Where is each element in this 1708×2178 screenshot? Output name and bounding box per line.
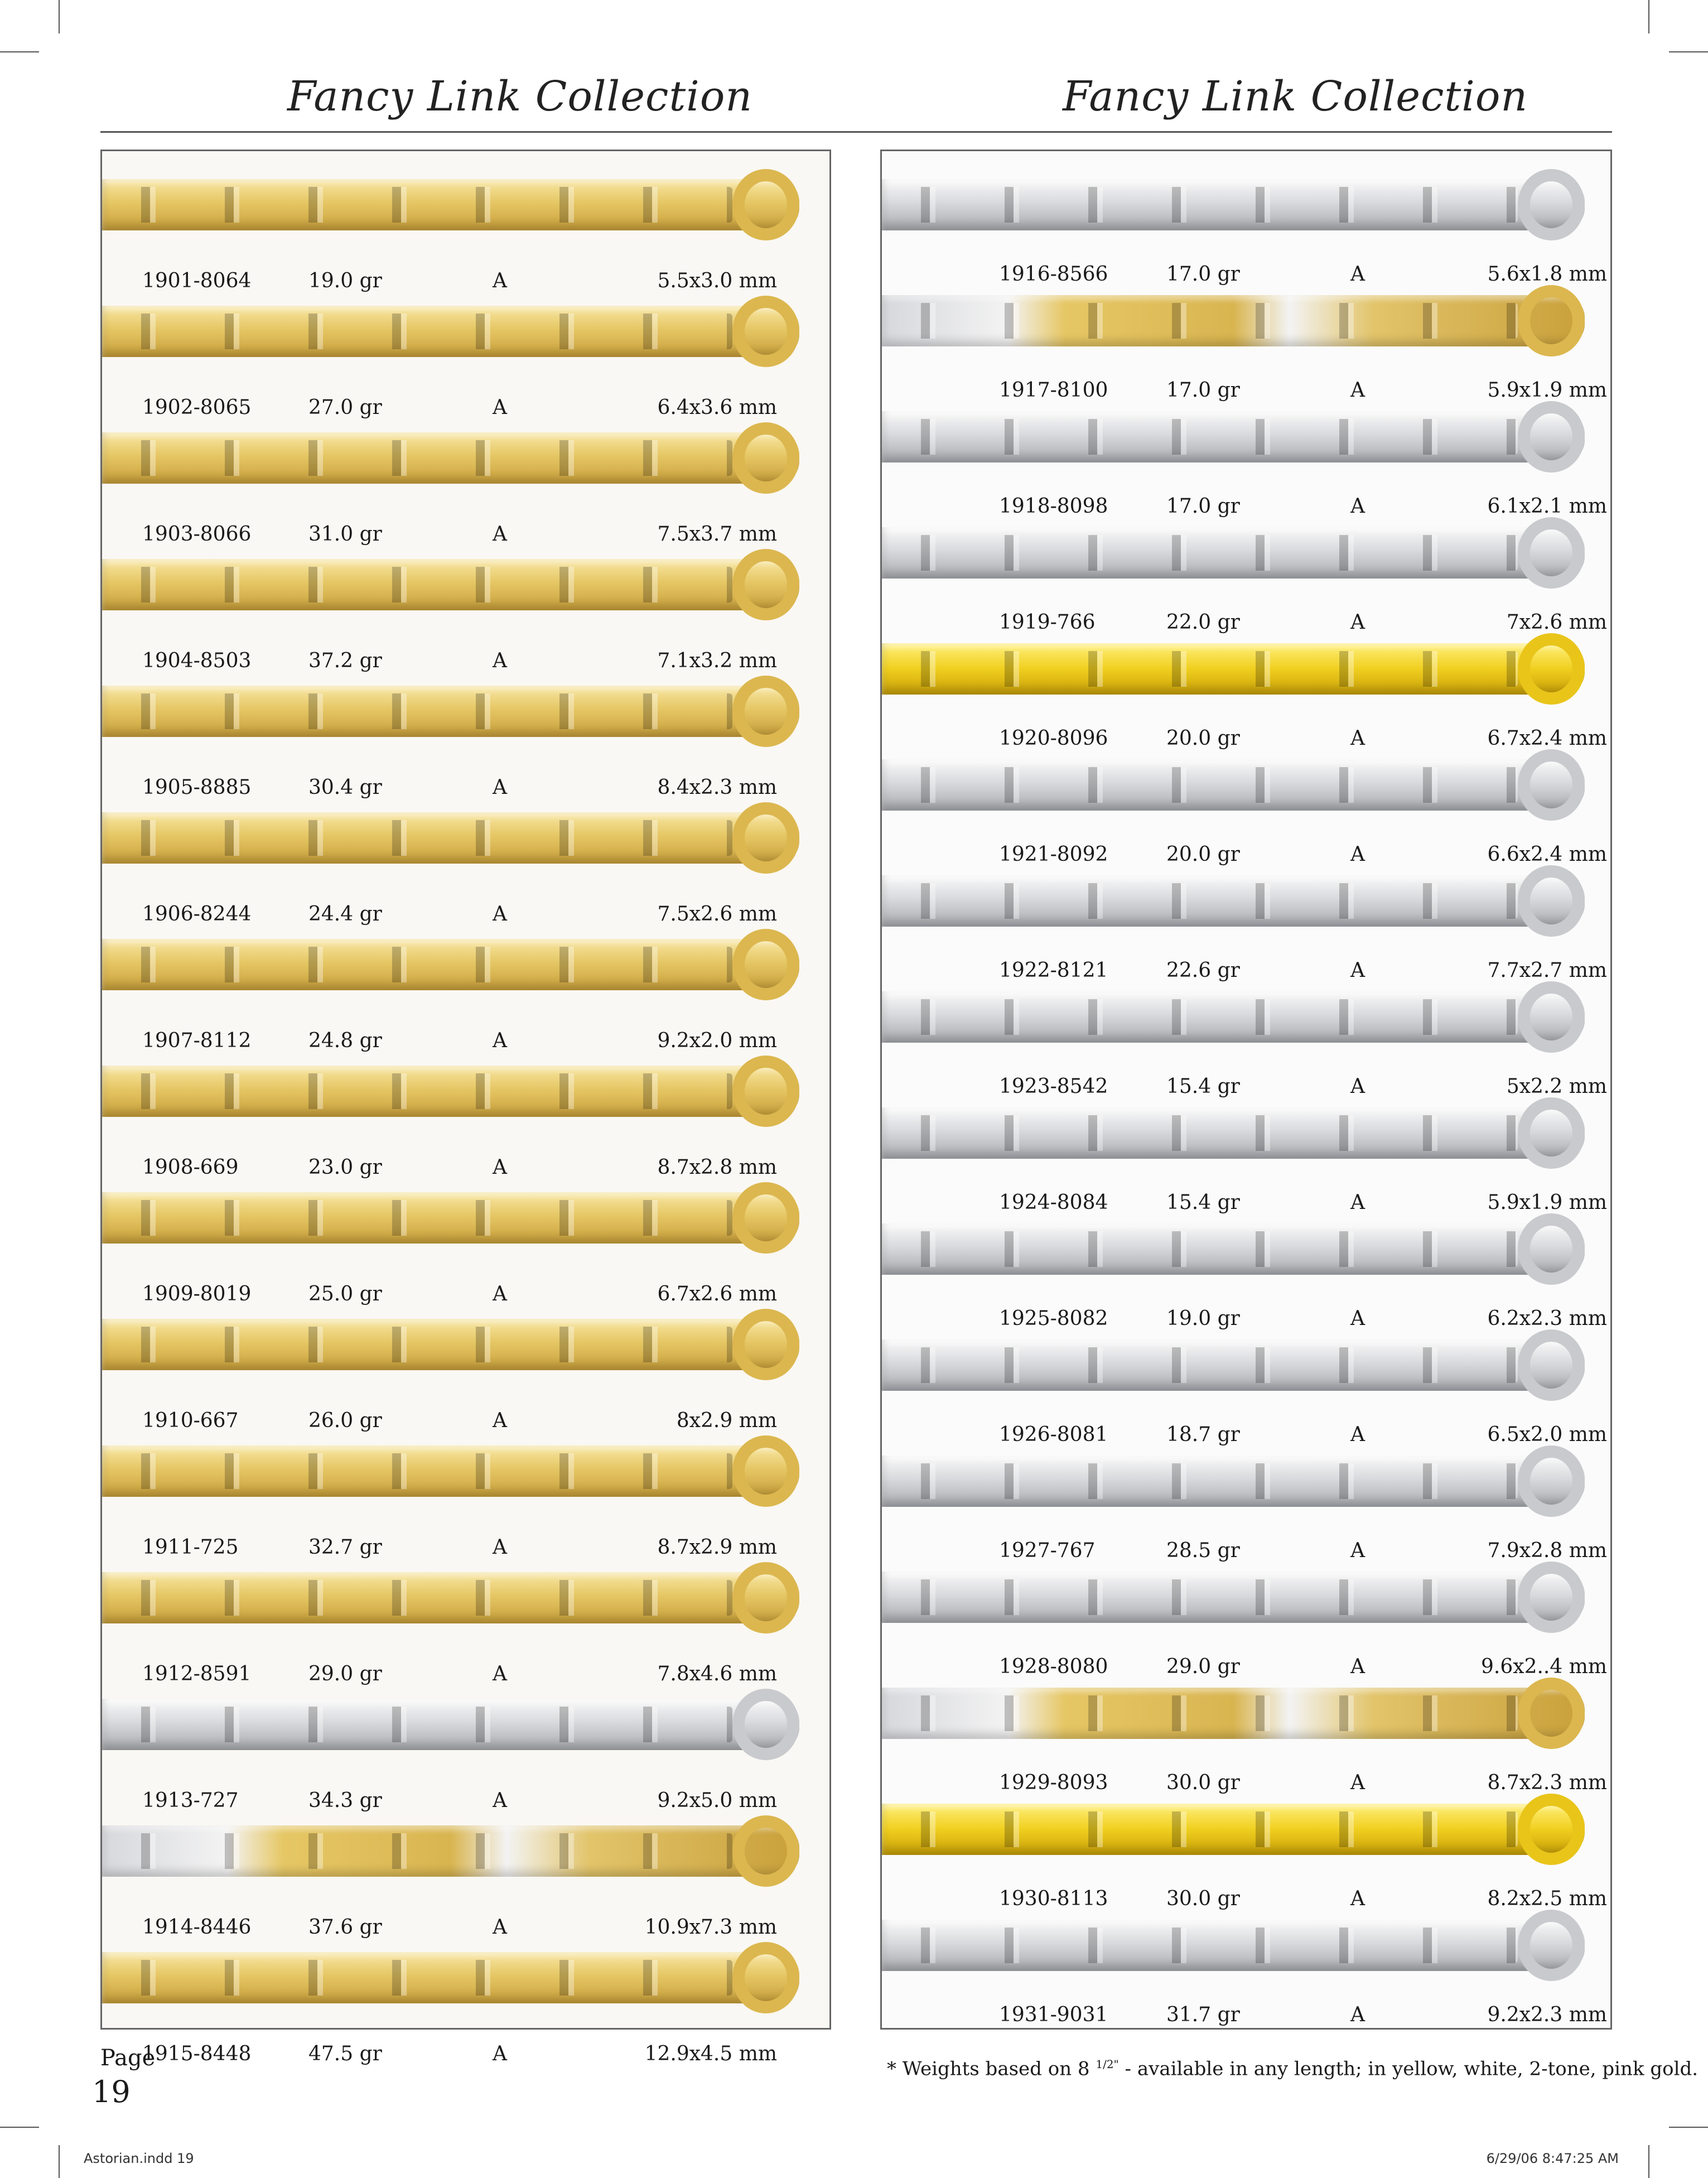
bracelet-links	[882, 1695, 1518, 1731]
page-title-left: Fancy Link Collection	[287, 73, 753, 121]
bracelet-links	[102, 187, 732, 223]
item-weight: 19.0 gr	[1166, 1307, 1240, 1330]
bracelet-image	[882, 1804, 1585, 1855]
item-size: 6.7x2.4 mm	[1487, 727, 1607, 750]
item-code: 1923-8542	[999, 1075, 1108, 1098]
item-size: 9.2x5.0 mm	[657, 1789, 777, 1812]
lobster-clasp-icon	[1518, 1097, 1585, 1169]
lobster-clasp-icon	[732, 169, 799, 240]
lobster-clasp-icon	[1518, 633, 1585, 705]
bracelet-links	[102, 1960, 732, 1996]
item-size: 6.5x2.0 mm	[1487, 1423, 1607, 1446]
lobster-clasp-icon	[1518, 1562, 1585, 1633]
item-size: 10.9x7.3 mm	[644, 1916, 777, 1939]
item-size: 12.9x4.5 mm	[644, 2042, 777, 2065]
bracelet-links	[882, 1347, 1518, 1383]
item-weight: 17.0 gr	[1166, 379, 1240, 402]
item-size: 7.1x3.2 mm	[657, 649, 777, 672]
item-grade: A	[493, 523, 507, 546]
bracelet-image	[102, 559, 799, 610]
bracelet-image	[102, 686, 799, 737]
bracelet-image	[882, 759, 1585, 811]
bracelet-image	[102, 179, 799, 230]
item-size: 7.8x4.6 mm	[657, 1663, 777, 1685]
catalog-panel-right	[880, 150, 1612, 2030]
item-code: 1931-9031	[999, 2003, 1108, 2026]
bracelet-image	[102, 1825, 799, 1877]
crop-mark	[0, 51, 39, 52]
bracelet-image	[102, 1066, 799, 1117]
bracelet-links	[882, 1115, 1518, 1151]
bracelet-links	[882, 1811, 1518, 1847]
item-code: 1909-8019	[142, 1283, 252, 1305]
item-weight: 31.7 gr	[1166, 2003, 1240, 2026]
page-number: 19	[92, 2074, 131, 2109]
item-size: 8.7x2.3 mm	[1487, 1771, 1607, 1794]
bracelet-image	[102, 306, 799, 357]
item-grade: A	[1350, 1423, 1365, 1446]
item-code: 1902-8065	[142, 396, 252, 419]
bracelet-image	[882, 1107, 1585, 1159]
item-code: 1926-8081	[999, 1423, 1108, 1446]
item-weight: 28.5 gr	[1166, 1539, 1240, 1562]
item-size: 5x2.2 mm	[1506, 1075, 1607, 1098]
item-weight: 24.4 gr	[308, 903, 382, 926]
lobster-clasp-icon	[1518, 865, 1585, 937]
lobster-clasp-icon	[732, 1815, 799, 1887]
item-grade: A	[1350, 611, 1365, 634]
item-size: 9.2x2.0 mm	[657, 1029, 777, 1052]
item-code: 1921-8092	[999, 843, 1108, 866]
item-size: 8.7x2.8 mm	[657, 1156, 777, 1179]
lobster-clasp-icon	[1518, 401, 1585, 473]
item-grade: A	[1350, 1771, 1365, 1794]
bracelet-image	[882, 527, 1585, 579]
bracelet-image	[882, 1223, 1585, 1275]
item-weight: 15.4 gr	[1166, 1075, 1240, 1098]
item-weight: 30.0 gr	[1166, 1887, 1240, 1910]
item-size: 9.2x2.3 mm	[1487, 2003, 1607, 2026]
bracelet-links	[102, 1200, 732, 1236]
lobster-clasp-icon	[732, 1056, 799, 1127]
item-size: 8.7x2.9 mm	[657, 1536, 777, 1559]
item-size: 5.6x1.8 mm	[1487, 263, 1607, 286]
item-grade: A	[1350, 727, 1365, 750]
item-weight: 34.3 gr	[308, 1789, 382, 1812]
item-code: 1912-8591	[142, 1663, 252, 1685]
item-code: 1929-8093	[999, 1771, 1108, 1794]
item-size: 8.4x2.3 mm	[657, 776, 777, 799]
bracelet-links	[102, 1453, 732, 1489]
item-size: 7x2.6 mm	[1506, 611, 1607, 634]
lobster-clasp-icon	[732, 1435, 799, 1507]
item-code: 1919-766	[999, 611, 1096, 634]
bracelet-links	[882, 1579, 1518, 1615]
lobster-clasp-icon	[1518, 1678, 1585, 1749]
item-weight: 22.0 gr	[1166, 611, 1240, 634]
item-code: 1917-8100	[999, 379, 1108, 402]
bracelet-image	[102, 939, 799, 990]
bracelet-image	[102, 1445, 799, 1497]
item-weight: 37.6 gr	[308, 1916, 382, 1939]
lobster-clasp-icon	[732, 676, 799, 747]
item-code: 1920-8096	[999, 727, 1108, 750]
bracelet-image	[102, 1699, 799, 1750]
item-grade: A	[1350, 1539, 1365, 1562]
footnote	[887, 2057, 1698, 2080]
bracelet-links	[882, 535, 1518, 571]
item-weight: 29.0 gr	[308, 1663, 382, 1685]
item-grade: A	[1350, 2003, 1365, 2026]
lobster-clasp-icon	[732, 296, 799, 367]
item-grade: A	[1350, 1655, 1365, 1678]
item-code: 1924-8084	[999, 1191, 1108, 1214]
bracelet-image	[882, 411, 1585, 462]
bracelet-links	[882, 883, 1518, 919]
lobster-clasp-icon	[732, 929, 799, 1000]
crop-mark	[1648, 2145, 1649, 2178]
bracelet-links	[882, 999, 1518, 1035]
bracelet-links	[882, 187, 1518, 223]
item-code: 1914-8446	[142, 1916, 252, 1939]
bracelet-image	[102, 1572, 799, 1623]
item-grade: A	[1350, 843, 1365, 866]
item-grade: A	[493, 1409, 507, 1432]
item-grade: A	[1350, 379, 1365, 402]
lobster-clasp-icon	[1518, 1910, 1585, 1981]
item-code: 1911-725	[142, 1536, 239, 1559]
bracelet-image	[102, 432, 799, 484]
bracelet-links	[102, 947, 732, 982]
item-code: 1916-8566	[999, 263, 1108, 286]
item-weight: 17.0 gr	[1166, 495, 1240, 518]
crop-mark	[59, 0, 60, 33]
item-weight: 30.4 gr	[308, 776, 382, 799]
bracelet-links	[882, 767, 1518, 803]
item-weight: 27.0 gr	[308, 396, 382, 419]
item-weight: 19.0 gr	[308, 269, 382, 292]
lobster-clasp-icon	[1518, 169, 1585, 240]
item-grade: A	[493, 396, 507, 419]
title-rule	[100, 131, 1612, 133]
item-grade: A	[493, 269, 507, 292]
item-size: 8.2x2.5 mm	[1487, 1887, 1607, 1910]
bracelet-links	[102, 820, 732, 856]
item-size: 6.4x3.6 mm	[657, 396, 777, 419]
item-code: 1927-767	[999, 1539, 1096, 1562]
item-weight: 18.7 gr	[1166, 1423, 1240, 1446]
bracelet-image	[882, 1688, 1585, 1739]
item-size: 7.9x2.8 mm	[1487, 1539, 1607, 1562]
bracelet-image	[882, 1572, 1585, 1623]
crop-mark	[0, 2127, 39, 2128]
item-grade: A	[493, 1156, 507, 1179]
lobster-clasp-icon	[732, 549, 799, 620]
item-size: 5.5x3.0 mm	[657, 269, 777, 292]
bracelet-image	[102, 812, 799, 864]
item-size: 6.7x2.6 mm	[657, 1283, 777, 1305]
lobster-clasp-icon	[1518, 285, 1585, 356]
item-grade: A	[493, 1536, 507, 1559]
lobster-clasp-icon	[1518, 1329, 1585, 1401]
print-slug-file: Astorian.indd 19	[84, 2151, 194, 2166]
item-grade: A	[493, 1029, 507, 1052]
crop-mark	[59, 2145, 60, 2178]
item-code: 1908-669	[142, 1156, 239, 1179]
item-code: 1901-8064	[142, 269, 252, 292]
item-grade: A	[1350, 263, 1365, 286]
item-grade: A	[493, 2042, 507, 2065]
item-weight: 22.6 gr	[1166, 959, 1240, 982]
crop-mark	[1669, 2127, 1708, 2128]
item-size: 5.9x1.9 mm	[1487, 379, 1607, 402]
item-code: 1925-8082	[999, 1307, 1108, 1330]
item-weight: 20.0 gr	[1166, 843, 1240, 866]
item-weight: 17.0 gr	[1166, 263, 1240, 286]
item-weight: 20.0 gr	[1166, 727, 1240, 750]
item-size: 7.5x2.6 mm	[657, 903, 777, 926]
bracelet-links	[102, 567, 732, 603]
lobster-clasp-icon	[732, 1562, 799, 1634]
item-weight: 15.4 gr	[1166, 1191, 1240, 1214]
item-grade: A	[1350, 959, 1365, 982]
bracelet-links	[102, 1073, 732, 1109]
item-grade: A	[493, 1283, 507, 1305]
bracelet-image	[102, 1952, 799, 2003]
item-grade: A	[1350, 1191, 1365, 1214]
item-grade: A	[1350, 1887, 1365, 1910]
lobster-clasp-icon	[732, 1309, 799, 1380]
bracelet-links	[882, 1231, 1518, 1267]
footnote-suffix: - available in any length; in yellow, white, 2-tone, pink gold.	[1118, 2057, 1699, 2080]
item-weight: 32.7 gr	[308, 1536, 382, 1559]
item-weight: 29.0 gr	[1166, 1655, 1240, 1678]
item-grade: A	[1350, 1075, 1365, 1098]
bracelet-image	[882, 295, 1585, 346]
bracelet-links	[102, 1327, 732, 1362]
item-size: 7.5x3.7 mm	[657, 523, 777, 546]
bracelet-links	[882, 651, 1518, 687]
item-grade: A	[493, 903, 507, 926]
bracelet-links	[882, 303, 1518, 339]
item-weight: 47.5 gr	[308, 2042, 382, 2065]
print-slug-date: 6/29/06 8:47:25 AM	[1486, 2151, 1619, 2166]
item-code: 1915-8448	[142, 2042, 252, 2065]
item-size: 5.9x1.9 mm	[1487, 1191, 1607, 1214]
page-label: Page	[100, 2045, 156, 2071]
lobster-clasp-icon	[1518, 981, 1585, 1053]
item-code: 1930-8113	[999, 1887, 1108, 1910]
item-grade: A	[493, 1916, 507, 1939]
item-grade: A	[1350, 495, 1365, 518]
item-code: 1907-8112	[142, 1029, 252, 1052]
lobster-clasp-icon	[732, 1689, 799, 1760]
crop-mark	[1669, 51, 1708, 52]
bracelet-image	[882, 643, 1585, 695]
item-code: 1904-8503	[142, 649, 252, 672]
bracelet-links	[102, 1707, 732, 1742]
item-code: 1928-8080	[999, 1655, 1108, 1678]
item-code: 1922-8121	[999, 959, 1108, 982]
item-grade: A	[493, 776, 507, 799]
lobster-clasp-icon	[1518, 1794, 1585, 1865]
lobster-clasp-icon	[732, 1942, 799, 2013]
item-weight: 23.0 gr	[308, 1156, 382, 1179]
bracelet-image	[882, 1456, 1585, 1507]
page-title-right: Fancy Link Collection	[1063, 73, 1528, 121]
item-code: 1903-8066	[142, 523, 252, 546]
bracelet-links	[882, 1463, 1518, 1499]
bracelet-links	[102, 693, 732, 729]
lobster-clasp-icon	[1518, 1213, 1585, 1285]
bracelet-links	[102, 440, 732, 476]
footnote-fraction: 1/2"	[1096, 2057, 1119, 2071]
item-size: 7.7x2.7 mm	[1487, 959, 1607, 982]
bracelet-image	[882, 875, 1585, 927]
item-grade: A	[493, 1789, 507, 1812]
item-weight: 31.0 gr	[308, 523, 382, 546]
bracelet-image	[882, 179, 1585, 230]
lobster-clasp-icon	[1518, 749, 1585, 821]
bracelet-links	[882, 1928, 1518, 1963]
crop-mark	[1648, 0, 1649, 33]
item-grade: A	[493, 649, 507, 672]
item-code: 1910-667	[142, 1409, 239, 1432]
lobster-clasp-icon	[732, 1182, 799, 1254]
item-code: 1913-727	[142, 1789, 239, 1812]
item-size: 6.2x2.3 mm	[1487, 1307, 1607, 1330]
item-size: 6.6x2.4 mm	[1487, 843, 1607, 866]
bracelet-links	[102, 314, 732, 349]
item-code: 1918-8098	[999, 495, 1108, 518]
bracelet-image	[882, 991, 1585, 1043]
item-size: 9.6x2..4 mm	[1481, 1655, 1607, 1678]
item-code: 1905-8885	[142, 776, 252, 799]
bracelet-links	[882, 419, 1518, 455]
bracelet-image	[102, 1192, 799, 1244]
item-code: 1906-8244	[142, 903, 252, 926]
bracelet-image	[882, 1339, 1585, 1391]
lobster-clasp-icon	[1518, 1445, 1585, 1517]
item-weight: 37.2 gr	[308, 649, 382, 672]
lobster-clasp-icon	[732, 422, 799, 494]
lobster-clasp-icon	[1518, 517, 1585, 589]
item-weight: 24.8 gr	[308, 1029, 382, 1052]
item-weight: 30.0 gr	[1166, 1771, 1240, 1794]
bracelet-image	[882, 1920, 1585, 1971]
bracelet-links	[102, 1580, 732, 1616]
footnote-prefix: * Weights based on 8	[887, 2057, 1096, 2080]
item-weight: 25.0 gr	[308, 1283, 382, 1305]
bracelet-links	[102, 1833, 732, 1869]
item-grade: A	[493, 1663, 507, 1685]
lobster-clasp-icon	[732, 802, 799, 874]
item-grade: A	[1350, 1307, 1365, 1330]
bracelet-image	[102, 1319, 799, 1370]
item-size: 8x2.9 mm	[676, 1409, 777, 1432]
item-weight: 26.0 gr	[308, 1409, 382, 1432]
item-size: 6.1x2.1 mm	[1487, 495, 1607, 518]
